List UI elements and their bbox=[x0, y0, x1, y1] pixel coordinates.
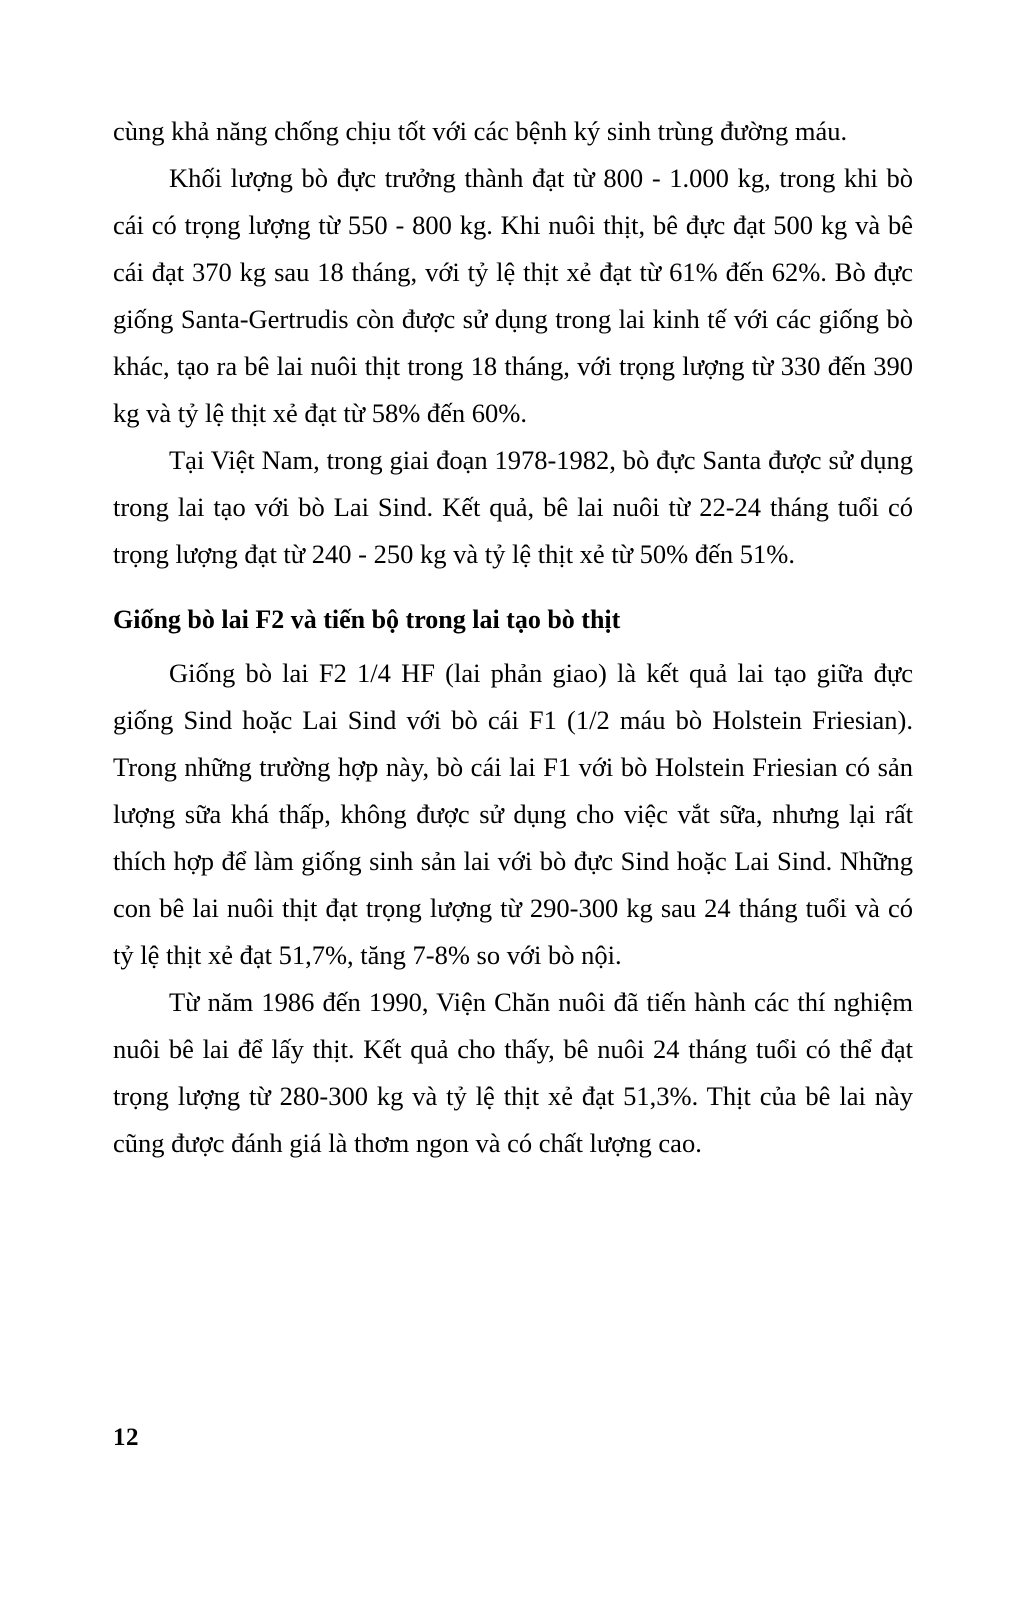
paragraph-3: Tại Việt Nam, trong giai đoạn 1978-1982, bò đực Santa được sử dụng trong lai tạo với bò Lai Sind. Kết quả, bê lai nuôi từ 22-24 tháng tuổi có trọng lượng đạt từ 240 - 250 kg và tỷ lệ thịt xẻ từ 50% đến 51%. bbox=[113, 445, 913, 569]
section-heading: Giống bò lai F2 và tiến bộ trong lai tạo bò thịt bbox=[113, 605, 621, 634]
paragraph-2: Khối lượng bò đực trưởng thành đạt từ 800 - 1.000 kg, trong khi bò cái có trọng lượng từ 550 - 800 kg. Khi nuôi thịt, bê đực đạt 500 kg và bê cái đạt 370 kg sau 18 tháng, với tỷ lệ thịt xẻ đạt từ 61% đến 62%. Bò đực giống Santa-Gertrudis còn được sử dụng trong lai kinh tế với các giống bò khác, tạo ra bê lai nuôi thịt trong 18 tháng, với trọng lượng từ 330 đến 390 kg và tỷ lệ thịt xẻ đạt từ 58% đến 60%. bbox=[113, 163, 913, 428]
paragraph-4: Giống bò lai F2 1/4 HF (lai phản giao) là kết quả lai tạo giữa đực giống Sind hoặc Lai Sind với bò cái F1 (1/2 máu bò Holstein Friesian). Trong những trường hợp này, bò cái lai F1 với bò Holstein Friesian có sản lượng sữa khá thấp, không được sử dụng cho việc vắt sữa, nhưng lại rất thích hợp để làm giống sinh sản lai với bò đực Sind hoặc Lai Sind. Những con bê lai nuôi thịt đạt trọng lượng từ 290-300 kg sau 24 tháng tuổi và có tỷ lệ thịt xẻ đạt 51,7%, tăng 7-8% so với bò nội. bbox=[113, 658, 913, 970]
page-body bbox=[113, 108, 913, 1167]
page-number: 12 bbox=[113, 1424, 139, 1451]
paragraph-5: Từ năm 1986 đến 1990, Viện Chăn nuôi đã tiến hành các thí nghiệm nuôi bê lai để lấy thịt. Kết quả cho thấy, bê nuôi 24 tháng tuổi có thể đạt trọng lượng từ 280-300 kg và tỷ lệ thịt xẻ đạt 51,3%. Thịt của bê lai này cũng được đánh giá là thơm ngon và có chất lượng cao. bbox=[113, 987, 913, 1158]
paragraph-1: cùng khả năng chống chịu tốt với các bệnh ký sinh trùng đường máu. bbox=[113, 116, 848, 146]
